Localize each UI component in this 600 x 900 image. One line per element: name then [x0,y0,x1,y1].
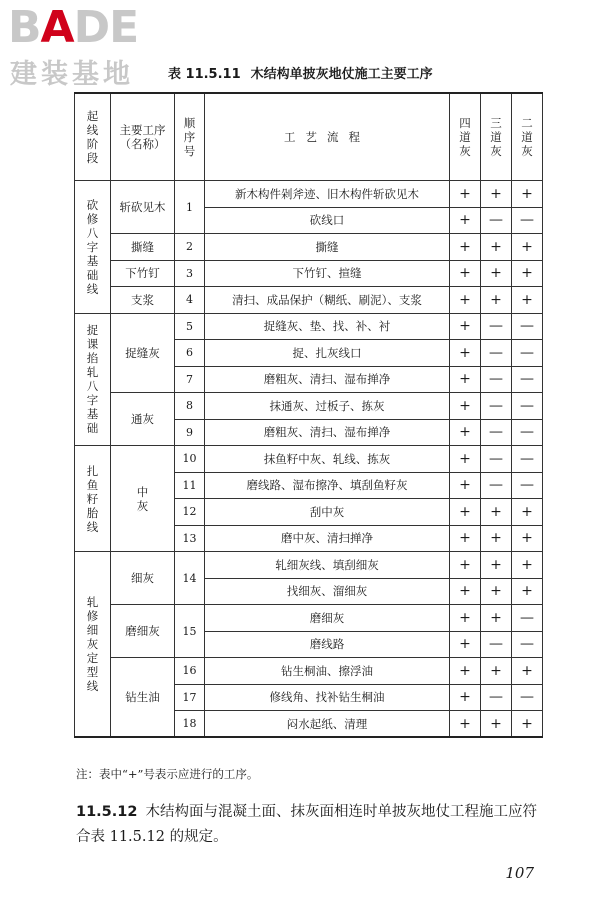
seq-cell: 16 [175,658,205,685]
stage-cell: 捉课掐轧八字基础 [75,313,111,446]
two-coat-cell: + [512,181,543,208]
seq-cell: 14 [175,552,205,605]
four-coat-cell: + [450,419,481,446]
clause-text: 木结构面与混凝土面、抹灰面相连时单披灰地仗工程施工应符合表 11.5.12 的规定。 [76,804,537,845]
flow-cell: 修线角、找补钻生桐油 [205,684,450,711]
table-header-row [75,93,543,181]
four-coat-cell: + [450,658,481,685]
two-coat-cell: — [512,446,543,473]
four-coat-cell: + [450,552,481,579]
table-row [75,313,543,340]
procedure-cell: 磨细灰 [111,605,175,658]
seq-cell: 15 [175,605,205,658]
three-coat-cell: + [481,525,512,552]
two-coat-cell: + [512,234,543,261]
header-stage: 起线阶段 [75,93,111,181]
table-row [75,658,543,685]
two-coat-cell: + [512,552,543,579]
two-coat-cell: — [512,631,543,658]
two-coat-cell: + [512,578,543,605]
logo-brand [8,2,138,54]
table-row [75,446,543,473]
table-row [75,552,543,579]
procedure-cell: 撕缝 [111,234,175,261]
flow-cell: 磨粗灰、清扫、湿布掸净 [205,366,450,393]
flow-cell: 清扫、成品保护（糊纸、刷泥）、支浆 [205,287,450,314]
seq-cell: 10 [175,446,205,473]
three-coat-cell: — [481,393,512,420]
three-coat-cell: + [481,499,512,526]
stage-cell: 轧修细灰定型线 [75,552,111,738]
flow-cell: 刮中灰 [205,499,450,526]
two-coat-cell: + [512,525,543,552]
flow-cell: 磨细灰 [205,605,450,632]
two-coat-cell: — [512,340,543,367]
header-four-coat: 四道灰 [450,93,481,181]
four-coat-cell: + [450,631,481,658]
flow-cell: 新木构件剁斧迹、旧木构件斩砍见木 [205,181,450,208]
three-coat-cell: — [481,631,512,658]
flow-cell: 磨中灰、清扫掸净 [205,525,450,552]
header-seq: 顺序号 [175,93,205,181]
table-title: 木结构单披灰地仗施工主要工序 [250,67,433,82]
two-coat-cell: — [512,419,543,446]
three-coat-cell: + [481,578,512,605]
flow-cell: 找细灰、溜细灰 [205,578,450,605]
procedure-cell: 中灰 [111,446,175,552]
three-coat-cell: + [481,234,512,261]
two-coat-cell: + [512,658,543,685]
two-coat-cell: + [512,499,543,526]
two-coat-cell: — [512,207,543,234]
two-coat-cell: — [512,313,543,340]
table-row [75,260,543,287]
table-row [75,234,543,261]
flow-cell: 闷水起纸、清理 [205,711,450,738]
seq-cell: 1 [175,181,205,234]
table-row [75,605,543,632]
three-coat-cell: — [481,419,512,446]
four-coat-cell: + [450,711,481,738]
header-procedure: 主要工序（名称） [111,93,175,181]
flow-cell: 磨粗灰、清扫、湿布掸净 [205,419,450,446]
procedure-cell: 捉缝灰 [111,313,175,393]
header-three-coat: 三道灰 [481,93,512,181]
procedure-cell: 细灰 [111,552,175,605]
three-coat-cell: — [481,472,512,499]
seq-cell: 4 [175,287,205,314]
two-coat-cell: + [512,287,543,314]
bade-logo [6,2,186,98]
seq-cell: 13 [175,525,205,552]
four-coat-cell: + [450,684,481,711]
logo-brand-rest: DE [73,2,139,53]
clause-paragraph [76,800,546,850]
procedure-cell: 斩砍见木 [111,181,175,234]
table-note: 注：表中“+”号表示应进行的工序。 [76,767,259,781]
table-caption [168,66,433,84]
flow-cell: 钻生桐油、擦浮油 [205,658,450,685]
logo-brand-a: A [40,2,74,53]
three-coat-cell: — [481,446,512,473]
flow-cell: 砍线口 [205,207,450,234]
three-coat-cell: + [481,605,512,632]
logo-subtitle: 建装基地 [10,59,134,90]
seq-cell: 12 [175,499,205,526]
four-coat-cell: + [450,605,481,632]
flow-cell: 捉缝灰、垫、找、补、衬 [205,313,450,340]
seq-cell: 8 [175,393,205,420]
clause-number: 11.5.12 [76,804,138,820]
table-row [75,393,543,420]
three-coat-cell: + [481,287,512,314]
three-coat-cell: + [481,711,512,738]
four-coat-cell: + [450,446,481,473]
logo-brand-b: B [8,2,41,53]
four-coat-cell: + [450,525,481,552]
four-coat-cell: + [450,366,481,393]
four-coat-cell: + [450,234,481,261]
four-coat-cell: + [450,393,481,420]
seq-cell: 7 [175,366,205,393]
flow-cell: 磨线路、湿布擦净、填刮鱼籽灰 [205,472,450,499]
seq-cell: 6 [175,340,205,367]
flow-cell: 抹鱼籽中灰、轧线、拣灰 [205,446,450,473]
seq-cell: 2 [175,234,205,261]
three-coat-cell: — [481,207,512,234]
four-coat-cell: + [450,578,481,605]
three-coat-cell: + [481,658,512,685]
header-flow: 工艺流程 [205,93,450,181]
four-coat-cell: + [450,340,481,367]
flow-cell: 磨线路 [205,631,450,658]
four-coat-cell: + [450,313,481,340]
four-coat-cell: + [450,499,481,526]
table-row [75,181,543,208]
procedure-table [74,92,543,738]
table-row [75,287,543,314]
three-coat-cell: — [481,313,512,340]
seq-cell: 18 [175,711,205,738]
three-coat-cell: + [481,552,512,579]
three-coat-cell: — [481,684,512,711]
two-coat-cell: + [512,711,543,738]
seq-cell: 17 [175,684,205,711]
two-coat-cell: — [512,684,543,711]
flow-cell: 抹通灰、过板子、拣灰 [205,393,450,420]
two-coat-cell: — [512,472,543,499]
procedure-cell: 通灰 [111,393,175,446]
page-number: 107 [505,864,534,882]
flow-cell: 下竹钉、揎缝 [205,260,450,287]
three-coat-cell: + [481,181,512,208]
two-coat-cell: — [512,393,543,420]
four-coat-cell: + [450,181,481,208]
two-coat-cell: — [512,366,543,393]
stage-cell: 扎鱼籽胎线 [75,446,111,552]
four-coat-cell: + [450,287,481,314]
procedure-cell: 下竹钉 [111,260,175,287]
three-coat-cell: + [481,260,512,287]
header-two-coat: 二道灰 [512,93,543,181]
seq-cell: 5 [175,313,205,340]
procedure-cell: 钻生油 [111,658,175,738]
flow-cell: 撕缝 [205,234,450,261]
three-coat-cell: — [481,366,512,393]
two-coat-cell: — [512,605,543,632]
two-coat-cell: + [512,260,543,287]
stage-cell: 砍修八字基础线 [75,181,111,314]
four-coat-cell: + [450,260,481,287]
table-number: 表 11.5.11 [168,67,241,82]
procedure-cell: 支浆 [111,287,175,314]
three-coat-cell: — [481,340,512,367]
four-coat-cell: + [450,472,481,499]
flow-cell: 轧细灰线、填刮细灰 [205,552,450,579]
flow-cell: 捉、扎灰线口 [205,340,450,367]
seq-cell: 11 [175,472,205,499]
seq-cell: 3 [175,260,205,287]
four-coat-cell: + [450,207,481,234]
seq-cell: 9 [175,419,205,446]
